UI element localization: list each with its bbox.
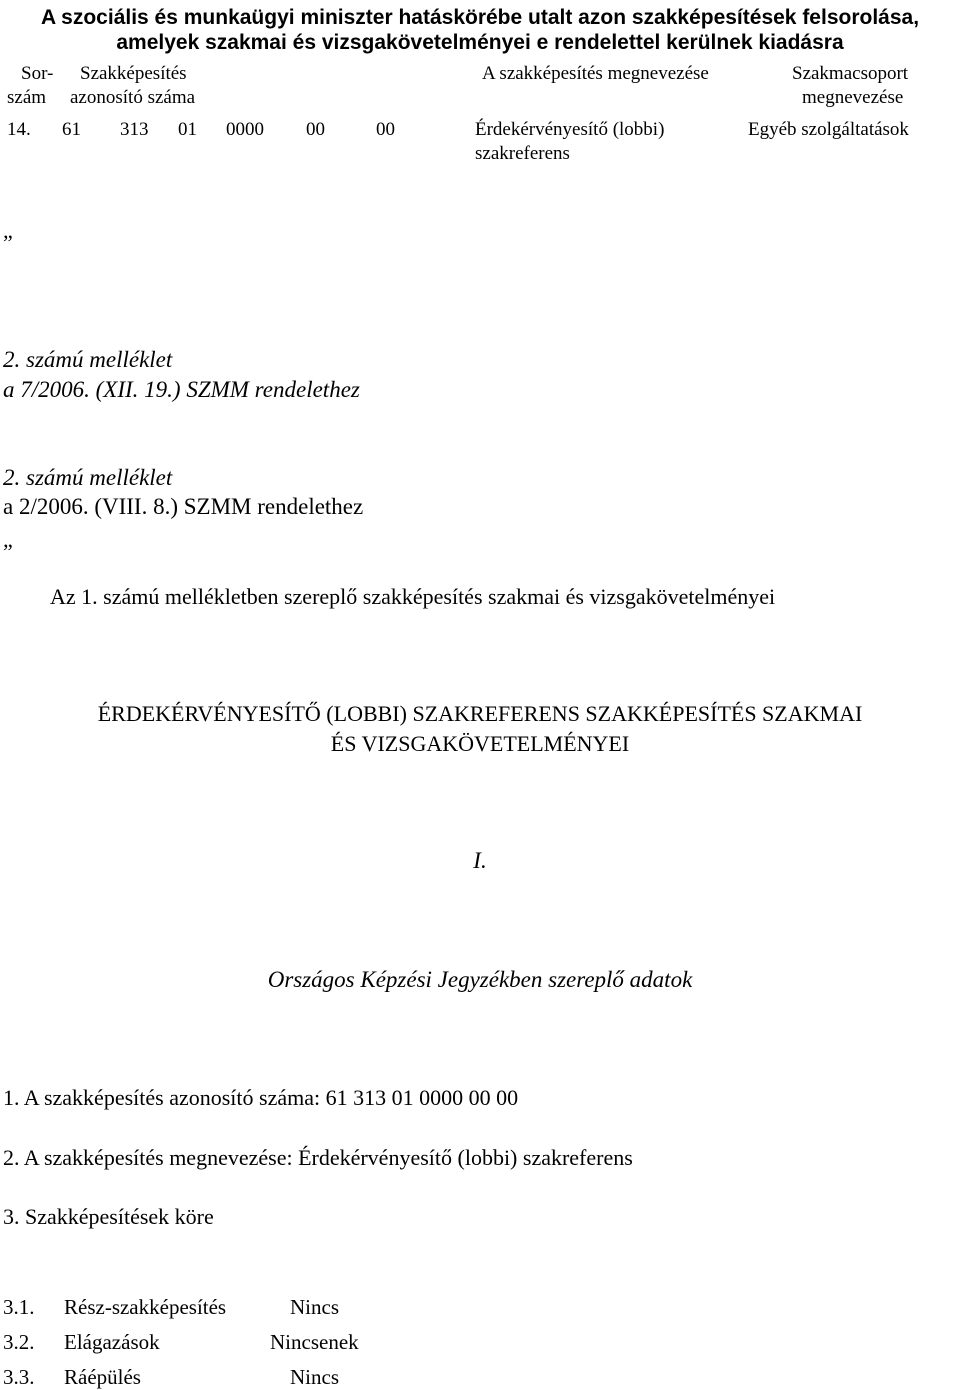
table-header-azonosito-1: Szakképesítés xyxy=(80,63,187,84)
main-title-line-2: ÉS VIZSGAKÖVETELMÉNYEI xyxy=(330,731,630,756)
table-header-szakmacsoport-1: Szakmacsoport xyxy=(792,63,909,84)
table-cell-name-1: Érdekérvényesítő (lobbi) xyxy=(475,119,665,140)
sub-item-label: Rész-szakképesítés xyxy=(64,1295,227,1319)
table-cell-id-part-3: 01 xyxy=(178,119,197,140)
table-cell-id-part-6: 00 xyxy=(376,119,395,140)
table-header-sorszam-1: Sor- xyxy=(21,63,54,84)
document-heading-line-1: A szociális és munkaügyi miniszter hatáskörébe utalt azon szakképesítések felsorolása, xyxy=(40,6,920,29)
annex-b-reference: a 2/2006. (VIII. 8.) SZMM rendelethez xyxy=(3,494,364,519)
table-cell-number: 14. xyxy=(7,119,31,140)
table-cell-id-part-1: 61 xyxy=(62,119,81,140)
sub-item-number: 3.2. xyxy=(3,1330,35,1354)
item-szakkepesitesek-kore: 3. Szakképesítések köre xyxy=(3,1204,214,1229)
table-header-sorszam-2: szám xyxy=(7,87,47,108)
item-megnevezes: 2. A szakképesítés megnevezése: Érdekérvényesítő (lobbi) szakreferens xyxy=(3,1145,633,1170)
sub-item-value: Nincs xyxy=(290,1295,339,1319)
sub-item-number: 3.1. xyxy=(3,1295,35,1319)
sub-item-label: Elágazások xyxy=(64,1330,160,1354)
table-header-azonosito-2: azonosító száma xyxy=(70,87,196,108)
closing-quote-mark-1: „ xyxy=(3,218,13,243)
sub-item-label: Ráépülés xyxy=(64,1365,141,1389)
table-cell-id-part-4: 0000 xyxy=(226,119,264,140)
sub-item-value: Nincsenek xyxy=(270,1330,359,1354)
document-heading-line-2: amelyek szakmai és vizsgakövetelményei e rendelettel kerülnek kiadásra xyxy=(116,31,844,54)
table-cell-id-part-5: 00 xyxy=(306,119,325,140)
table-cell-group: Egyéb szolgáltatások xyxy=(748,119,909,140)
table-header-szakmacsoport-2: megnevezése xyxy=(802,87,904,108)
table-cell-name-2: szakreferens xyxy=(475,143,570,164)
annex-a-reference: a 7/2006. (XII. 19.) SZMM rendelethez xyxy=(3,377,360,402)
annex-a-title: 2. számú melléklet xyxy=(3,347,173,372)
closing-quote-mark-2: „ xyxy=(3,527,13,552)
intro-text: Az 1. számú mellékletben szereplő szakképesítés szakmai és vizsgakövetelményei xyxy=(50,584,776,609)
annex-b-title: 2. számú melléklet xyxy=(3,465,173,490)
table-header-megnevezes: A szakképesítés megnevezése xyxy=(482,63,709,84)
section-title: Országos Képzési Jegyzékben szereplő adatok xyxy=(267,967,693,992)
item-azonosito: 1. A szakképesítés azonosító száma: 61 313 01 0000 00 00 xyxy=(3,1085,519,1110)
sub-item-value: Nincs xyxy=(290,1365,339,1389)
table-cell-id-part-2: 313 xyxy=(120,119,149,140)
section-numeral: I. xyxy=(473,848,487,873)
sub-item-number: 3.3. xyxy=(3,1365,35,1389)
main-title-line-1: ÉRDEKÉRVÉNYESÍTŐ (LOBBI) SZAKREFERENS SZAKKÉPESÍTÉS SZAKMAI xyxy=(97,701,863,726)
